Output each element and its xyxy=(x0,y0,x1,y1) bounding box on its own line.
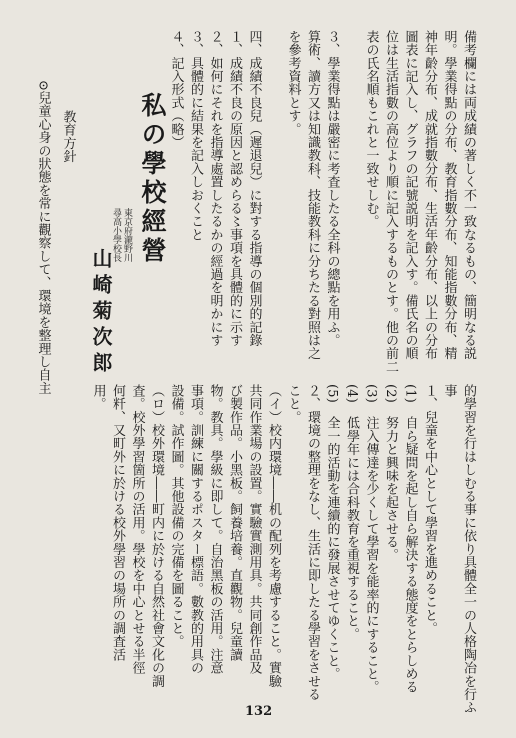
author-affiliation: 東京府瀧野川 尋高小學校長 xyxy=(111,208,132,262)
author-name: 山崎菊次郎 xyxy=(89,248,113,378)
education-policy-item: ⊙兒童心身の狀態を常に觀察して、環境を整理し自主 xyxy=(35,80,51,395)
article-title: 私の學校經營 xyxy=(138,92,167,266)
lower-body-text: 的學習を行はしむる事に依り具體全一の人格陶冶を行ふ 事 １、兒童を中心として學習を進めること。 (1) 自ら疑問を起し自ら解決する態度をとらしめる (2) 努力と興味を起させる。 (3) 注入傳達を少くして學習を能率的にすること。 (4) 低學年には合科教育を重視すること。 (5) 全一的活動を連續的に發展させてゆくこと。 ２、環境の整理をなし、生活に即したる學習をさせる こと。 （イ）校内環境――机の配列を考慮すること。實驗 共同作業場の設置。實驗實測用具。共同創作品及 び製作品。小黑板。飼養培養。直觀物。兒童讀 物。教具。學級に即して。自治黑板の活用。注意 事項。訓練に關するポスター標語。數教的用具の 設備。試作圖。其他設備の完備を圖ること。 （ロ）校外環境――町内に於ける自然社會文化の調 査。校外學習箇所の活用。學校を中心とせる半徑 何粁、又町外に於ける校外學習の場所の調査活 用。 xyxy=(90,384,476,714)
education-policy-heading: 教育方針 xyxy=(60,110,76,163)
page-number: 132 xyxy=(245,704,273,719)
upper-body-text: 備考欄には両成績の著しく不一致なるもの、簡明なる説 明。學業得點の分布、教育指數分布、知能指數分布、精 神年齡分布、成就指數分布、生活年齡分布、以上の分布 圖表に記入し、グラフの記號説明を記入す。備氏名の順 位は生活指數の高位より順に記入するものとす。他の前二 表の氏名順もこれと一致せしむ。 ３、學業得點は嚴密に考査したる全科の總點を用ふ。 算術、讀方又は知識教科、技能教科に分ちたる對照は之 を參考資料とす。 四、成績不良兒（遲退兒）に對する指導の個別的記錄 １、成績不良の原因と認めらる〻事項を具體的に示す ２、如何にそれを指導處置したるかの經過を明かにす ３、具體的に結果を記入しおくこと ４、記入形式（略） xyxy=(168,30,476,374)
